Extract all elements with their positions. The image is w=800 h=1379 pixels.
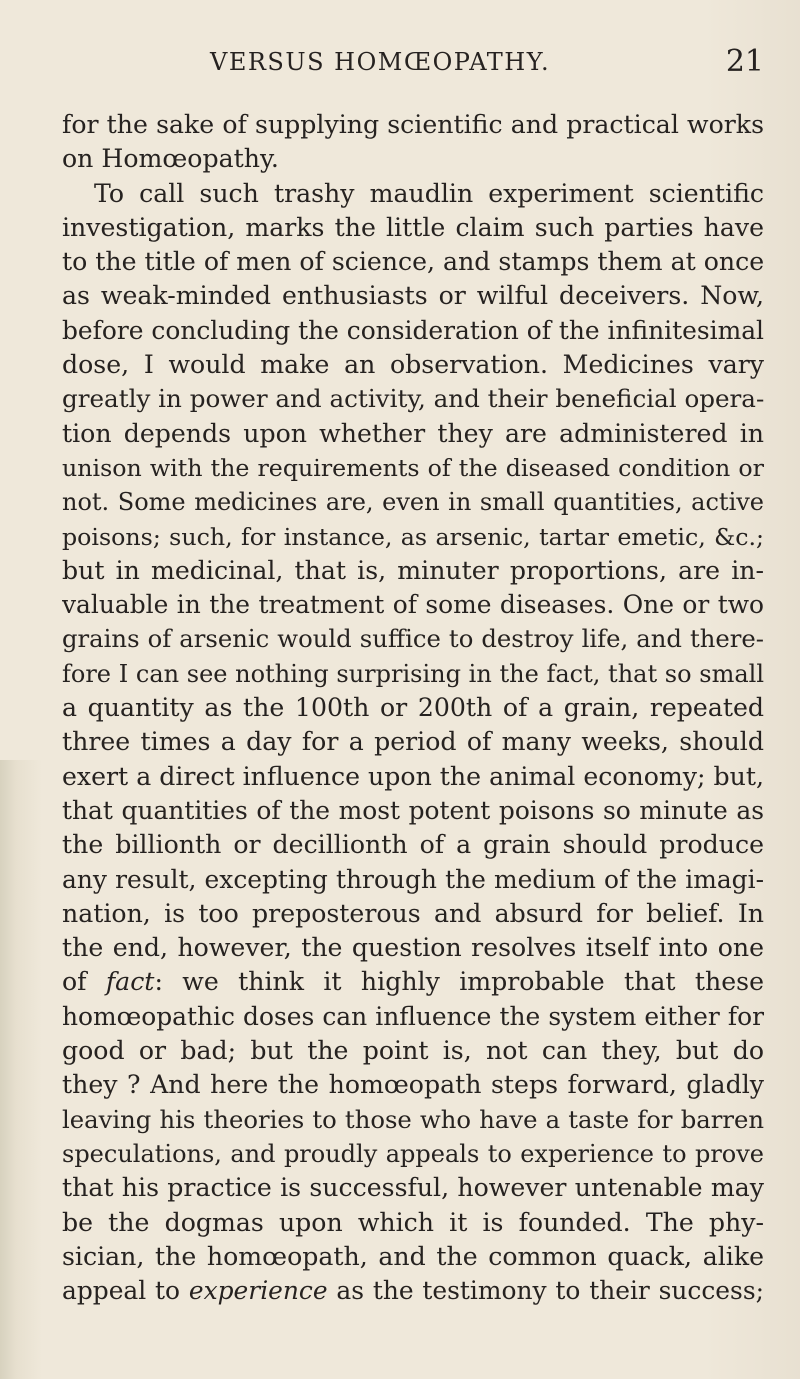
text-line: a quantity as the 100th or 200th of a grain, repeated	[62, 693, 764, 723]
text-line: investigation, marks the little claim such parties have	[62, 212, 764, 242]
text-line: on Homœopathy.	[62, 144, 279, 174]
text-line: that quantities of the most potent poisons so minute as	[62, 795, 764, 825]
text-line: sician, the homœopath, and the common quack, alike	[62, 1241, 764, 1271]
running-head: VERSUS HOMŒOPATHY.	[210, 48, 551, 76]
italic-text: experience	[188, 1276, 328, 1306]
text-run: as the testimony to their success;	[327, 1276, 764, 1306]
body-text	[62, 108, 764, 1308]
text-line: for the sake of supplying scientific and practical works	[62, 110, 764, 139]
page-header	[62, 44, 764, 88]
text-line: valuable in the treatment of some diseases. One or two	[62, 590, 764, 620]
text-line: any result, excepting through the medium of the imagi-	[62, 864, 764, 894]
text-run: appeal to	[62, 1276, 189, 1306]
text-line: dose, I would make an observation. Medicines vary	[62, 350, 764, 380]
text-line: that his practice is successful, however untenable may	[62, 1173, 764, 1203]
text-line: exert a direct influence upon the animal economy; but,	[62, 761, 764, 791]
text-line: unison with the requirements of the diseased condition or	[62, 453, 764, 482]
page-edge-shading	[0, 760, 42, 1379]
text-run: : we think it highly improbable that these	[154, 967, 764, 997]
text-line: speculations, and proudly appeals to experience to prove	[62, 1139, 764, 1168]
text-line: three times a day for a period of many weeks, should	[62, 727, 764, 757]
text-line: not. Some medicines are, even in small quantities, active	[62, 488, 764, 517]
text-line: be the dogmas upon which it is founded. The phy-	[62, 1207, 764, 1237]
text-line: the end, however, the question resolves itself into one	[62, 933, 764, 963]
text-line: but in medicinal, that is, minuter proportions, are in-	[62, 555, 764, 585]
text-line: homœopathic doses can influence the system either for	[62, 1001, 764, 1031]
text-line	[62, 965, 764, 999]
text-line	[62, 1274, 764, 1308]
text-line: grains of arsenic would suffice to destroy life, and there-	[62, 624, 764, 654]
text-line: to the title of men of science, and stamps them at once	[62, 247, 764, 277]
text-line: greatly in power and activity, and their beneficial opera-	[62, 384, 764, 414]
text-line: poisons; such, for instance, as arsenic, tartar emetic, &c.;	[62, 522, 764, 551]
text-line: they ? And here the homœopath steps forward, gladly	[62, 1070, 764, 1100]
text-line: fore I can see nothing surprising in the fact, that so small	[62, 659, 764, 688]
text-line: as weak-minded enthusiasts or wilful deceivers. Now,	[62, 281, 764, 311]
text-line: leaving his theories to those who have a taste for barren	[62, 1104, 764, 1134]
text-line: good or bad; but the point is, not can they, but do	[62, 1036, 764, 1066]
text-run: of	[62, 967, 106, 997]
text-line: the billionth or decillionth of a grain should produce	[62, 830, 764, 860]
italic-text: fact	[105, 967, 155, 997]
text-line: before concluding the consideration of the infinitesimal	[62, 315, 764, 345]
text-line: tion depends upon whether they are administered in	[62, 418, 764, 448]
page-number: 21	[725, 44, 764, 79]
text-line: nation, is too preposterous and absurd for belief. In	[62, 898, 764, 928]
text-line: To call such trashy maudlin experiment scientific	[94, 178, 764, 208]
